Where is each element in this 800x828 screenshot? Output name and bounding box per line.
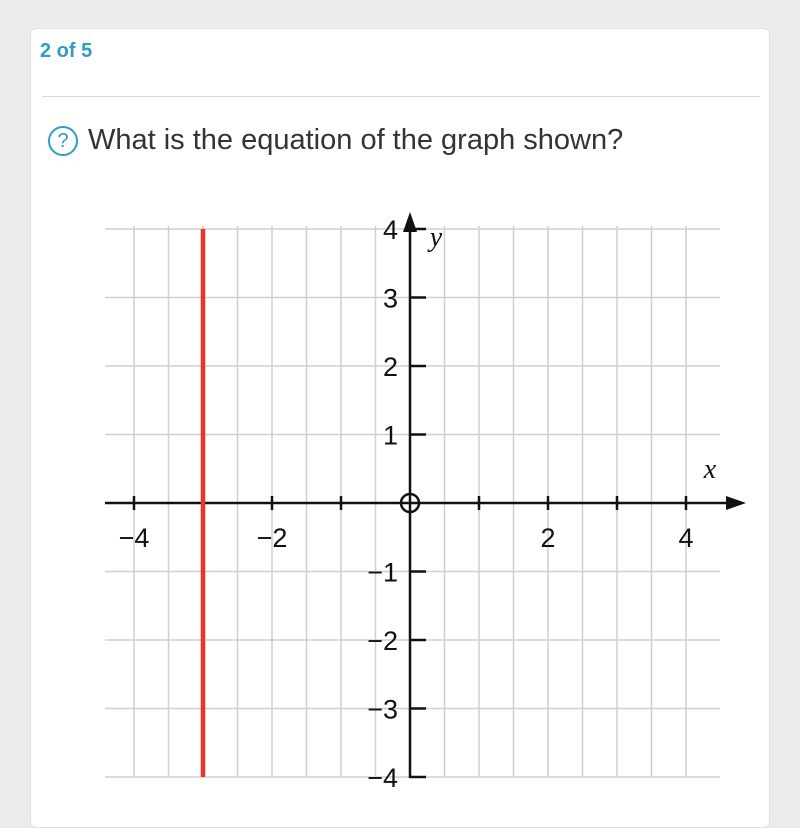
y-tick-label: −1 [367, 557, 398, 588]
x-tick-label: 2 [540, 523, 556, 553]
y-tick-label: 4 [382, 215, 398, 245]
x-tick-label: −4 [118, 523, 150, 553]
grid [105, 226, 720, 777]
y-axis-label: y [429, 222, 443, 253]
y-tick-label: −2 [367, 626, 398, 656]
x-axis-label: x [703, 454, 717, 485]
x-axis-arrow [726, 496, 746, 510]
y-tick-label: 2 [382, 352, 398, 382]
y-tick-label: −4 [367, 763, 398, 793]
x-tick-label: −2 [256, 523, 288, 553]
y-tick-label: −3 [367, 694, 398, 725]
y-tick-label: 1 [382, 420, 398, 451]
y-tick-label: 3 [382, 283, 398, 314]
help-circle-icon[interactable]: ? [48, 126, 78, 156]
question-text: What is the equation of the graph shown? [88, 124, 624, 156]
x-tick-label: 4 [678, 523, 694, 553]
question-counter: 2 of 5 [40, 40, 93, 62]
